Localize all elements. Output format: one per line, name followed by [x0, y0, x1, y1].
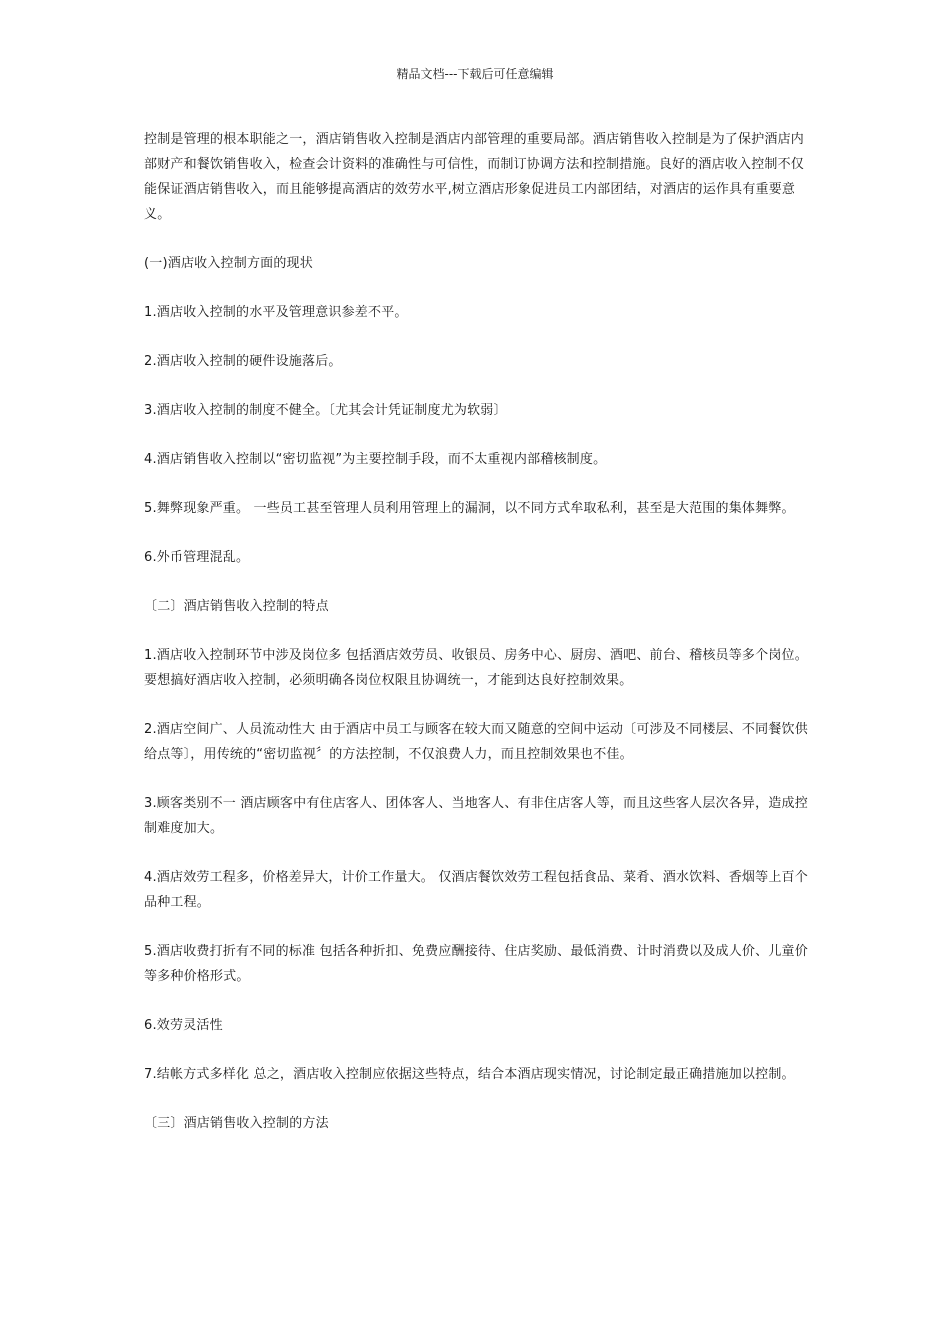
list-item: 4.酒店效劳工程多，价格差异大，计价工作量大。 仅酒店餐饮效劳工程包括食品、菜肴、酒水饮料、香烟等上百个品种工程。: [144, 870, 808, 910]
list-item: 2.酒店空间广、人员流动性大 由于酒店中员工与顾客在较大而又随意的空间中运动〔可涉及不同楼层、不同餐饮供给点等〕，用传统的“密切监视〞的方法控制，不仅浪费人力，而且控制效果也不佳。: [144, 722, 808, 762]
section-heading: 〔二〕酒店销售收入控制的特点: [144, 599, 329, 614]
list-item: 7.结帐方式多样化 总之，酒店收入控制应依据这些特点，结合本酒店现实情况，讨论制定最正确措施加以控制。: [144, 1067, 795, 1082]
list-item: 3.酒店收入控制的制度不健全。〔尤其会计凭证制度尤为软弱〕: [144, 403, 507, 418]
page-header: 精品文档---下载后可任意编辑: [396, 67, 554, 81]
list-item: 1.酒店收入控制环节中涉及岗位多 包括酒店效劳员、收银员、房务中心、厨房、酒吧、前台、稽核员等多个岗位。要想搞好酒店收入控制，必须明确各岗位权限且协调统一，才能到达良好控制效果。: [144, 648, 808, 688]
list-item: 4.酒店销售收入控制以“密切监视”为主要控制手段，而不太重视内部稽核制度。: [144, 452, 607, 467]
list-item: 1.酒店收入控制的水平及管理意识参差不平。: [144, 305, 408, 320]
section-heading: (一)酒店收入控制方面的现状: [144, 256, 313, 271]
section-heading: 〔三〕酒店销售收入控制的方法: [144, 1116, 329, 1131]
intro-paragraph: 控制是管理的根本职能之一，酒店销售收入控制是酒店内部管理的重要局部。酒店销售收入控制是为了保护酒店内部财产和餐饮销售收入，检查会计资料的准确性与可信性，而制订协调方法和控制措施。良好的酒店收入控制不仅能保证酒店销售收入，而且能够提高酒店的效劳水平,树立酒店形象促进员工内部团结，对酒店的运作具有重要意义。: [144, 132, 805, 222]
list-item: 6.效劳灵活性: [144, 1018, 223, 1033]
list-item: 6.外币管理混乱。: [144, 550, 250, 565]
list-item: 3.顾客类别不一 酒店顾客中有住店客人、团体客人、当地客人、有非住店客人等，而且这些客人层次各异，造成控制难度加大。: [144, 796, 808, 836]
list-item: 5.舞弊现象严重。 一些员工甚至管理人员利用管理上的漏洞，以不同方式牟取私利，甚至是大范围的集体舞弊。: [144, 501, 795, 516]
document-body: [144, 127, 812, 1136]
list-item: 2.酒店收入控制的硬件设施落后。: [144, 354, 342, 369]
list-item: 5.酒店收费打折有不同的标准 包括各种折扣、免费应酬接待、住店奖励、最低消费、计时消费以及成人价、儿童价等多种价格形式。: [144, 944, 808, 984]
